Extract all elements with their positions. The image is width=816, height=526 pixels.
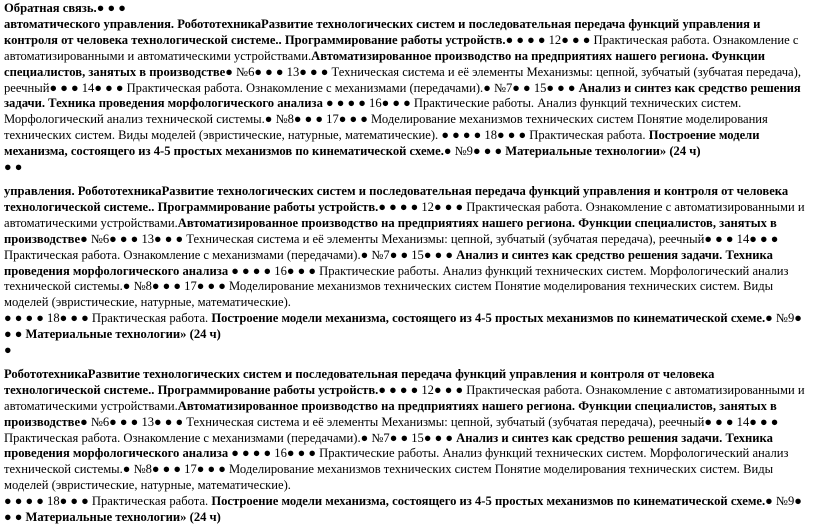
bullet-group: ● ● ● — [472, 144, 503, 159]
bullet-group: ● ● ● — [196, 279, 226, 294]
robotics-text: РобототехникаРазвитие технологических систем и последовательная передача функций управления и контроля от человека технологической системе.. Программирование работы устройств. — [4, 366, 715, 397]
bullet-group: ● — [264, 112, 273, 127]
modeling-text: Моделирование механизмов технических систем Понятие моделирования технических систем. Виды моделей (эвристические, натурные, математические). — [4, 462, 774, 493]
automation-text: Автоматизированное производство на предприятиях нашего региона. Функции специалистов, занятых в производстве — [4, 48, 765, 79]
model-building-text: Построение модели механизма, состоящего из 4-5 простых механизмов по кинематической схеме. — [4, 128, 760, 159]
lesson-number: 14 — [736, 414, 750, 429]
lesson-number: 15 — [411, 430, 424, 445]
practical-work-text: Практическая работа. Ознакомление с автоматизированными и автоматическими устройствами. — [4, 32, 799, 63]
bullet-group: ● ● ● — [433, 382, 464, 397]
practical-work-text: Практические работы. Анализ функций технических систем. Морфологический анализ технической системы. — [4, 96, 742, 127]
analysis-text: Анализ и синтез как средство решения задачи. Техника проведения морфологического анализа — [4, 247, 773, 278]
modeling-text: Моделирование механизмов технических систем Понятие моделирования технических систем. Виды моделей (эвристические, натурные, математические). — [4, 279, 774, 310]
bullet-group: ● ● ● — [59, 494, 89, 509]
lesson-number: 13 — [141, 414, 155, 429]
bullet-group: ● — [122, 279, 131, 294]
model-building-text: Построение модели механизма, состоящего из 4-5 простых механизмов по кинематической схеме. — [211, 311, 766, 326]
practical-work-text: Практическая работа. Ознакомление с автоматизированными и автоматическими устройствами. — [4, 382, 805, 413]
bullet-group: ● ● ● — [749, 231, 779, 246]
practical-work-text: Практическая работа. — [88, 311, 212, 326]
bullet-group: ● ● ● — [704, 231, 734, 246]
lesson-number: 14 — [736, 231, 750, 246]
bullet-group: ● — [4, 343, 12, 358]
bullet-group: ● — [765, 311, 773, 326]
item-number: №6 — [236, 64, 255, 79]
item-number: №8 — [133, 462, 152, 477]
bullet-group: ● ● ● — [433, 199, 464, 214]
lesson-number: 16 — [274, 263, 287, 278]
bullet-group: ● ● ● ● — [231, 263, 272, 278]
lesson-number: 15 — [533, 80, 547, 95]
heading-feedback: Обратная связь. — [4, 1, 97, 15]
bullet-group: ● ● ● — [151, 279, 182, 294]
bullet-group: ● ● ● — [286, 446, 317, 461]
bullet-group: ● ● — [4, 160, 23, 175]
bullet-group: ● ● ● — [59, 311, 89, 326]
bullet-group: ● ● — [389, 247, 409, 262]
technical-system-text: Техническая система и её элементы Механизмы: цепной, зубчатый (зубчатая передача), реечный — [4, 64, 801, 95]
lesson-number: 17 — [184, 279, 197, 294]
bullet-group: ● — [122, 462, 131, 477]
item-number: №6 — [90, 231, 110, 246]
bullet-group: ● ● ● ● — [378, 382, 419, 397]
robotics-text: РобототехникаРазвитие технологических систем и последовательная передача функций управления и контроля от человека технологической системе.. Программирование работы устройств. — [4, 183, 789, 214]
lesson-number: 13 — [286, 64, 300, 79]
bullet-group: ● — [483, 80, 491, 95]
lesson-number: 17 — [326, 112, 339, 127]
technical-system-text: Техническая система и её элементы Механизмы: цепной, зубчатый (зубчатая передача), реечный — [183, 231, 705, 246]
practical-work-text: Практическая работа. Ознакомление с механизмами (передачами). — [123, 80, 484, 95]
material-tech-text: Материальные технологии» (24 ч) — [22, 327, 221, 342]
paragraph-block-3 — [4, 367, 812, 526]
bullet-group: ● ● ● — [96, 1, 126, 15]
bullet-group: ● ● ● — [286, 263, 317, 278]
lead-text: управления. — [4, 183, 78, 198]
lesson-number: 18 — [47, 311, 60, 326]
paragraph-block-2 — [4, 184, 812, 359]
bullet-group: ● ● ● — [151, 462, 182, 477]
bullet-group: ● ● ● ● — [4, 311, 44, 326]
material-tech-text: Материальные технологии» (24 ч) — [502, 144, 701, 159]
lead-text: автоматического управления. — [4, 16, 178, 31]
practical-work-text: Практическая работа. — [526, 128, 649, 143]
bullet-group: ● ● ● — [49, 80, 79, 95]
bullet-group: ● ● ● — [546, 80, 576, 95]
bullet-group: ● ● ● — [423, 247, 453, 262]
practical-work-text: Практическая работа. Ознакомление с автоматизированными и автоматическими устройствами. — [4, 199, 805, 230]
document-body — [4, 1, 812, 526]
bullet-group: ● ● ● ● — [378, 199, 419, 214]
bullet-group: ● — [225, 64, 233, 79]
item-number: №9 — [454, 144, 473, 159]
bullet-group: ● ● ● ● — [4, 494, 44, 509]
analysis-text: Анализ и синтез как средство решения задачи. Техника проведения морфологического анализа — [4, 80, 801, 111]
bullet-group: ● ● ● ● — [505, 32, 546, 47]
lesson-number: 15 — [411, 247, 424, 262]
automation-text: Автоматизированное производство на предприятиях нашего региона. Функции специалистов, занятых в производстве — [4, 215, 777, 246]
bullet-group: ● ● ● — [196, 462, 226, 477]
practical-work-text: Практические работы. Анализ функций технических систем. Морфологический анализ технической системы. — [4, 446, 789, 477]
bullet-group: ● ● ● — [423, 430, 453, 445]
item-number: №7 — [371, 430, 390, 445]
item-number: №8 — [133, 279, 152, 294]
robotics-text: РобототехникаРазвитие технологических систем и последовательная передача функций управления и контроля от человека технологической системе.. Программирование работы устройств. — [4, 16, 761, 47]
lesson-number: 18 — [47, 494, 60, 509]
bullet-group: ● — [443, 144, 452, 159]
bullet-group: ● ● ● — [561, 32, 591, 47]
bullet-group: ● ● ● — [4, 494, 802, 525]
bullet-group: ● ● ● ● — [441, 128, 482, 143]
bullet-group: ● — [765, 494, 773, 509]
bullet-group: ● ● ● ● — [326, 96, 366, 111]
bullet-group: ● ● ● — [749, 414, 779, 429]
technical-system-text: Техническая система и её элементы Механизмы: цепной, зубчатый (зубчатая передача), реечный — [183, 414, 705, 429]
material-tech-text: Материальные технологии» (24 ч) — [22, 510, 221, 525]
bullet-group: ● ● ● — [4, 311, 802, 342]
lesson-number: 12 — [421, 382, 434, 397]
bullet-group: ● ● ● — [109, 414, 139, 429]
lesson-number: 13 — [141, 231, 155, 246]
lesson-number: 14 — [81, 80, 95, 95]
bullet-group: ● ● — [512, 80, 531, 95]
practical-work-text: Практические работы. Анализ функций технических систем. Морфологический анализ технической системы. — [4, 263, 789, 294]
bullet-group: ● — [360, 430, 369, 445]
lesson-number: 16 — [369, 96, 382, 111]
automation-text: Автоматизированное производство на предприятиях нашего региона. Функции специалистов, занятых в производстве — [4, 398, 777, 429]
bullet-group: ● ● ● — [254, 64, 284, 79]
bullet-group: ● ● ● — [109, 231, 139, 246]
bullet-group: ● ● ● — [338, 112, 368, 127]
practical-work-text: Практическая работа. — [88, 494, 212, 509]
bullet-group: ● ● ● — [154, 231, 184, 246]
analysis-text: Анализ и синтез как средство решения задачи. Техника проведения морфологического анализа — [4, 430, 773, 461]
lesson-number: 12 — [548, 32, 562, 47]
item-number: №9 — [775, 311, 795, 326]
modeling-text: Моделирование механизмов технических систем Понятие моделирования технических систем. Виды моделей (эвристические, натурные, математические). — [4, 112, 768, 143]
item-number: №6 — [90, 414, 110, 429]
bullet-group: ● ● ● — [293, 112, 324, 127]
bullet-group: ● ● ● — [381, 96, 411, 111]
bullet-group: ● ● ● — [299, 64, 329, 79]
bullet-group: ● — [80, 414, 88, 429]
bullet-group: ● ● ● — [704, 414, 734, 429]
lesson-number: 18 — [484, 128, 497, 143]
item-number: №9 — [775, 494, 795, 509]
bullet-group: ● ● ● — [496, 128, 527, 143]
bullet-group: ● — [360, 247, 369, 262]
bullet-group: ● ● ● — [154, 414, 184, 429]
practical-work-text: Практическая работа. Ознакомление с механизмами (передачами). — [4, 247, 361, 262]
lesson-number: 16 — [274, 446, 287, 461]
bullet-group: ● — [80, 231, 88, 246]
item-number: №7 — [493, 80, 513, 95]
paragraph-block-1 — [4, 1, 812, 176]
lesson-number: 17 — [184, 462, 197, 477]
item-number: №8 — [275, 112, 294, 127]
bullet-group: ● ● ● ● — [231, 446, 272, 461]
bullet-group: ● ● ● — [94, 80, 124, 95]
bullet-group: ● ● — [389, 430, 409, 445]
model-building-text: Построение модели механизма, состоящего из 4-5 простых механизмов по кинематической схеме. — [211, 494, 766, 509]
lesson-number: 12 — [421, 199, 434, 214]
item-number: №7 — [371, 247, 390, 262]
practical-work-text: Практическая работа. Ознакомление с механизмами (передачами). — [4, 430, 361, 445]
